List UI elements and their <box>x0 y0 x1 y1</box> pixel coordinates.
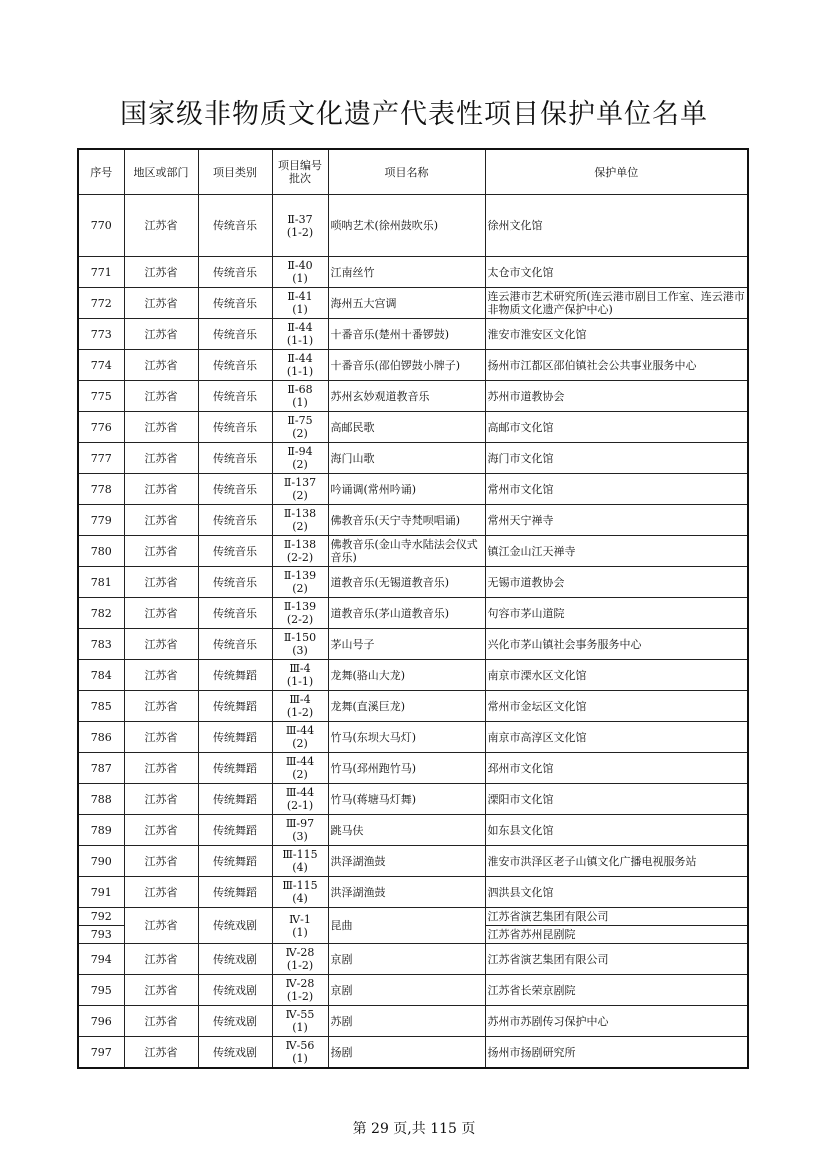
cell-name: 江南丝竹 <box>328 257 485 288</box>
table-row <box>78 1037 748 1069</box>
cell-region: 江苏省 <box>124 846 198 877</box>
cell-category: 传统音乐 <box>198 567 272 598</box>
cell-no: 781 <box>78 567 124 598</box>
cell-category: 传统舞蹈 <box>198 877 272 908</box>
cell-code <box>272 1037 328 1069</box>
cell-region: 江苏省 <box>124 505 198 536</box>
cell-category: 传统音乐 <box>198 319 272 350</box>
table-row <box>78 536 748 567</box>
cell-code <box>272 567 328 598</box>
cell-name: 道教音乐(茅山道教音乐) <box>328 598 485 629</box>
code-batch: (1-2) <box>286 706 314 719</box>
cell-unit: 扬州市扬剧研究所 <box>485 1037 748 1069</box>
cell-name: 苏剧 <box>328 1006 485 1037</box>
cell-name: 苏州玄妙观道教音乐 <box>328 381 485 412</box>
cell-unit: 苏州市道教协会 <box>485 381 748 412</box>
code-number: Ⅱ-139 <box>283 569 317 582</box>
code-number: Ⅱ-37 <box>287 212 313 226</box>
cell-unit: 淮安市淮安区文化馆 <box>485 319 748 350</box>
cell-code <box>272 536 328 567</box>
cell-code <box>272 877 328 908</box>
page-title: 国家级非物质文化遗产代表性项目保护单位名单 <box>120 99 708 130</box>
code-number: Ⅱ-68 <box>287 383 313 396</box>
cell-code <box>272 944 328 975</box>
cell-no: 772 <box>78 288 124 319</box>
cell-name: 佛教音乐(金山寺水陆法会仪式音乐) <box>328 536 485 567</box>
cell-unit: 淮安市洪泽区老子山镇文化广播电视服务站 <box>485 846 748 877</box>
cell-region: 江苏省 <box>124 691 198 722</box>
cell-unit: 江苏省演艺集团有限公司 <box>485 944 748 975</box>
cell-category: 传统音乐 <box>198 598 272 629</box>
cell-region: 江苏省 <box>124 753 198 784</box>
table-row <box>78 567 748 598</box>
cell-unit: 江苏省演艺集团有限公司 <box>485 908 748 926</box>
cell-no: 784 <box>78 660 124 691</box>
code-number: Ⅱ-139 <box>283 600 317 613</box>
header-no: 序号 <box>78 149 124 195</box>
cell-name: 海州五大宫调 <box>328 288 485 319</box>
cell-category: 传统戏剧 <box>198 944 272 975</box>
code-batch: (2-1) <box>286 799 314 812</box>
code-number: Ⅲ-115 <box>282 879 318 892</box>
cell-unit: 江苏省苏州昆剧院 <box>485 926 748 944</box>
cell-category: 传统音乐 <box>198 443 272 474</box>
cell-name: 道教音乐(无锡道教音乐) <box>328 567 485 598</box>
cell-code <box>272 975 328 1006</box>
table-row <box>78 350 748 381</box>
cell-region: 江苏省 <box>124 443 198 474</box>
table-row <box>78 412 748 443</box>
cell-no: 777 <box>78 443 124 474</box>
code-batch: (2-2) <box>286 551 314 564</box>
code-number: Ⅳ-1 <box>289 912 311 926</box>
cell-unit: 南京市高淳区文化馆 <box>485 722 748 753</box>
cell-no: 782 <box>78 598 124 629</box>
table-row <box>78 381 748 412</box>
cell-code <box>272 815 328 846</box>
code-batch: (2) <box>292 427 308 440</box>
cell-category: 传统戏剧 <box>198 1006 272 1037</box>
cell-name: 海门山歌 <box>328 443 485 474</box>
cell-name: 昆曲 <box>328 908 485 944</box>
table-row <box>78 629 748 660</box>
cell-category: 传统舞蹈 <box>198 846 272 877</box>
cell-region: 江苏省 <box>124 722 198 753</box>
cell-region: 江苏省 <box>124 257 198 288</box>
cell-category: 传统音乐 <box>198 505 272 536</box>
cell-unit: 句容市茅山道院 <box>485 598 748 629</box>
cell-category: 传统戏剧 <box>198 908 272 944</box>
cell-region: 江苏省 <box>124 1037 198 1069</box>
table-row <box>78 1006 748 1037</box>
table-row <box>78 722 748 753</box>
cell-unit: 扬州市江都区邵伯镇社会公共事业服务中心 <box>485 350 748 381</box>
cell-region: 江苏省 <box>124 908 198 944</box>
cell-code <box>272 784 328 815</box>
cell-region: 江苏省 <box>124 944 198 975</box>
table-row <box>78 505 748 536</box>
cell-region: 江苏省 <box>124 350 198 381</box>
cell-code <box>272 288 328 319</box>
cell-category: 传统音乐 <box>198 474 272 505</box>
cell-unit: 如东县文化馆 <box>485 815 748 846</box>
cell-code <box>272 381 328 412</box>
code-number: Ⅱ-44 <box>287 352 313 365</box>
table-row <box>78 288 748 319</box>
table-row <box>78 691 748 722</box>
cell-name: 跳马伕 <box>328 815 485 846</box>
cell-region: 江苏省 <box>124 536 198 567</box>
code-batch: (2) <box>292 768 308 781</box>
cell-category: 传统音乐 <box>198 195 272 257</box>
cell-name: 洪泽湖渔鼓 <box>328 846 485 877</box>
code-number: Ⅲ-115 <box>282 848 318 861</box>
cell-code <box>272 195 328 257</box>
cell-no: 790 <box>78 846 124 877</box>
code-batch: (1) <box>292 303 308 316</box>
cell-name: 茅山号子 <box>328 629 485 660</box>
cell-category: 传统音乐 <box>198 350 272 381</box>
cell-name: 佛教音乐(天宁寺梵呗唱诵) <box>328 505 485 536</box>
cell-no: 792 <box>78 908 124 926</box>
cell-unit: 镇江金山江天禅寺 <box>485 536 748 567</box>
code-number: Ⅱ-94 <box>287 445 313 458</box>
page-footer: 第 29 页,共 115 页 <box>352 1121 476 1137</box>
cell-category: 传统音乐 <box>198 536 272 567</box>
cell-region: 江苏省 <box>124 474 198 505</box>
cell-code <box>272 474 328 505</box>
cell-code <box>272 660 328 691</box>
cell-unit: 泗洪县文化馆 <box>485 877 748 908</box>
cell-unit: 苏州市苏剧传习保护中心 <box>485 1006 748 1037</box>
cell-unit: 高邮市文化馆 <box>485 412 748 443</box>
cell-name: 洪泽湖渔鼓 <box>328 877 485 908</box>
cell-category: 传统音乐 <box>198 381 272 412</box>
cell-name: 扬剧 <box>328 1037 485 1069</box>
code-number: Ⅱ-138 <box>283 507 317 520</box>
cell-category: 传统音乐 <box>198 412 272 443</box>
cell-code <box>272 319 328 350</box>
cell-no: 787 <box>78 753 124 784</box>
cell-no: 795 <box>78 975 124 1006</box>
cell-no: 778 <box>78 474 124 505</box>
code-number: Ⅱ-137 <box>283 476 317 489</box>
table-row <box>78 195 748 257</box>
table-row <box>78 257 748 288</box>
cell-code <box>272 722 328 753</box>
cell-code <box>272 753 328 784</box>
cell-region: 江苏省 <box>124 975 198 1006</box>
code-number: Ⅲ-4 <box>289 662 311 675</box>
cell-region: 江苏省 <box>124 1006 198 1037</box>
cell-region: 江苏省 <box>124 877 198 908</box>
cell-category: 传统舞蹈 <box>198 660 272 691</box>
cell-no: 776 <box>78 412 124 443</box>
cell-region: 江苏省 <box>124 598 198 629</box>
header-code: 项目编号批次 <box>272 149 328 195</box>
code-number: Ⅲ-4 <box>289 693 311 706</box>
cell-name: 竹马(东坝大马灯) <box>328 722 485 753</box>
cell-code <box>272 412 328 443</box>
table-row <box>78 846 748 877</box>
code-batch: (1-1) <box>286 365 314 378</box>
cell-unit: 无锡市道教协会 <box>485 567 748 598</box>
cell-category: 传统舞蹈 <box>198 722 272 753</box>
cell-code <box>272 691 328 722</box>
code-batch: (1-1) <box>286 675 314 688</box>
cell-unit: 太仓市文化馆 <box>485 257 748 288</box>
table-row <box>78 944 748 975</box>
cell-unit: 邳州市文化馆 <box>485 753 748 784</box>
cell-category: 传统舞蹈 <box>198 691 272 722</box>
cell-name: 京剧 <box>328 944 485 975</box>
cell-region: 江苏省 <box>124 815 198 846</box>
cell-region: 江苏省 <box>124 629 198 660</box>
code-number: Ⅳ-56 <box>285 1039 315 1052</box>
code-batch: (3) <box>292 830 308 843</box>
cell-unit: 江苏省长荣京剧院 <box>485 975 748 1006</box>
table-row <box>78 908 748 926</box>
code-batch: (1) <box>292 1052 308 1065</box>
cell-category: 传统戏剧 <box>198 1037 272 1069</box>
cell-no: 793 <box>78 926 124 944</box>
cell-no: 774 <box>78 350 124 381</box>
cell-region: 江苏省 <box>124 660 198 691</box>
code-batch: (1) <box>292 1021 308 1034</box>
cell-no: 791 <box>78 877 124 908</box>
code-batch: (1) <box>292 272 308 285</box>
cell-no: 780 <box>78 536 124 567</box>
cell-no: 770 <box>78 195 124 257</box>
cell-unit: 溧阳市文化馆 <box>485 784 748 815</box>
cell-region: 江苏省 <box>124 784 198 815</box>
cell-no: 797 <box>78 1037 124 1069</box>
code-batch: (1-2) <box>286 225 314 239</box>
cell-name: 龙舞(直溪巨龙) <box>328 691 485 722</box>
cell-no: 794 <box>78 944 124 975</box>
table-row <box>78 877 748 908</box>
cell-code <box>272 257 328 288</box>
cell-no: 785 <box>78 691 124 722</box>
header-name: 项目名称 <box>328 149 485 195</box>
code-batch: (4) <box>292 861 308 874</box>
header-unit: 保护单位 <box>485 149 748 195</box>
cell-region: 江苏省 <box>124 195 198 257</box>
code-number: Ⅱ-44 <box>287 321 313 334</box>
table-row <box>78 784 748 815</box>
cell-region: 江苏省 <box>124 319 198 350</box>
cell-no: 796 <box>78 1006 124 1037</box>
cell-category: 传统音乐 <box>198 629 272 660</box>
cell-category: 传统舞蹈 <box>198 815 272 846</box>
cell-code <box>272 505 328 536</box>
cell-no: 786 <box>78 722 124 753</box>
cell-code <box>272 1006 328 1037</box>
header-region: 地区或部门 <box>124 149 198 195</box>
code-batch: (4) <box>292 892 308 905</box>
table-row <box>78 815 748 846</box>
cell-name: 十番音乐(楚州十番锣鼓) <box>328 319 485 350</box>
cell-region: 江苏省 <box>124 567 198 598</box>
cell-no: 779 <box>78 505 124 536</box>
cell-name: 高邮民歌 <box>328 412 485 443</box>
cell-code <box>272 350 328 381</box>
cell-region: 江苏省 <box>124 412 198 443</box>
table-row <box>78 975 748 1006</box>
cell-unit: 徐州文化馆 <box>485 195 748 257</box>
header-category: 项目类别 <box>198 149 272 195</box>
cell-no: 789 <box>78 815 124 846</box>
cell-unit: 常州天宁禅寺 <box>485 505 748 536</box>
code-number: Ⅳ-55 <box>285 1008 315 1021</box>
code-batch: (2) <box>292 520 308 533</box>
code-number: Ⅱ-138 <box>283 538 317 551</box>
cell-unit: 海门市文化馆 <box>485 443 748 474</box>
code-number: Ⅱ-75 <box>287 414 313 427</box>
code-number: Ⅲ-44 <box>285 786 315 799</box>
code-number: Ⅱ-150 <box>283 631 317 644</box>
cell-unit: 连云港市艺术研究所(连云港市剧目工作室、连云港市非物质文化遗产保护中心) <box>485 288 748 319</box>
table-row <box>78 660 748 691</box>
cell-unit: 常州市文化馆 <box>485 474 748 505</box>
code-batch: (1-2) <box>286 990 314 1003</box>
heritage-table <box>77 148 749 1069</box>
code-number: Ⅳ-28 <box>285 946 315 959</box>
cell-name: 京剧 <box>328 975 485 1006</box>
cell-unit: 常州市金坛区文化馆 <box>485 691 748 722</box>
cell-category: 传统音乐 <box>198 288 272 319</box>
code-number: Ⅱ-40 <box>287 259 313 272</box>
cell-category: 传统舞蹈 <box>198 784 272 815</box>
code-batch: (1) <box>292 925 308 939</box>
code-number: Ⅲ-97 <box>285 817 315 830</box>
cell-code <box>272 846 328 877</box>
code-number: Ⅱ-41 <box>287 290 313 303</box>
cell-code <box>272 908 328 944</box>
cell-no: 773 <box>78 319 124 350</box>
cell-name: 吟诵调(常州吟诵) <box>328 474 485 505</box>
cell-code <box>272 598 328 629</box>
table-header-row <box>78 149 748 195</box>
code-batch: (2) <box>292 737 308 750</box>
code-number: Ⅳ-28 <box>285 977 315 990</box>
code-batch: (2) <box>292 458 308 471</box>
cell-no: 783 <box>78 629 124 660</box>
code-number: Ⅲ-44 <box>285 724 315 737</box>
cell-category: 传统舞蹈 <box>198 753 272 784</box>
cell-name: 唢呐艺术(徐州鼓吹乐) <box>328 195 485 257</box>
cell-name: 竹马(蒋塘马灯舞) <box>328 784 485 815</box>
cell-no: 771 <box>78 257 124 288</box>
code-batch: (2) <box>292 582 308 595</box>
table-row <box>78 753 748 784</box>
cell-name: 竹马(邳州跑竹马) <box>328 753 485 784</box>
cell-name: 十番音乐(邵伯锣鼓小牌子) <box>328 350 485 381</box>
code-batch: (2-2) <box>286 613 314 626</box>
cell-code <box>272 443 328 474</box>
code-batch: (1-1) <box>286 334 314 347</box>
table-row <box>78 474 748 505</box>
cell-name: 龙舞(骆山大龙) <box>328 660 485 691</box>
cell-code <box>272 629 328 660</box>
table-row <box>78 443 748 474</box>
cell-unit: 兴化市茅山镇社会事务服务中心 <box>485 629 748 660</box>
table-row <box>78 598 748 629</box>
cell-no: 788 <box>78 784 124 815</box>
code-batch: (1) <box>292 396 308 409</box>
cell-category: 传统音乐 <box>198 257 272 288</box>
table-row <box>78 319 748 350</box>
cell-unit: 南京市溧水区文化馆 <box>485 660 748 691</box>
code-batch: (3) <box>292 644 308 657</box>
cell-category: 传统戏剧 <box>198 975 272 1006</box>
cell-region: 江苏省 <box>124 288 198 319</box>
cell-region: 江苏省 <box>124 381 198 412</box>
code-number: Ⅲ-44 <box>285 755 315 768</box>
code-batch: (1-2) <box>286 959 314 972</box>
code-batch: (2) <box>292 489 308 502</box>
cell-no: 775 <box>78 381 124 412</box>
